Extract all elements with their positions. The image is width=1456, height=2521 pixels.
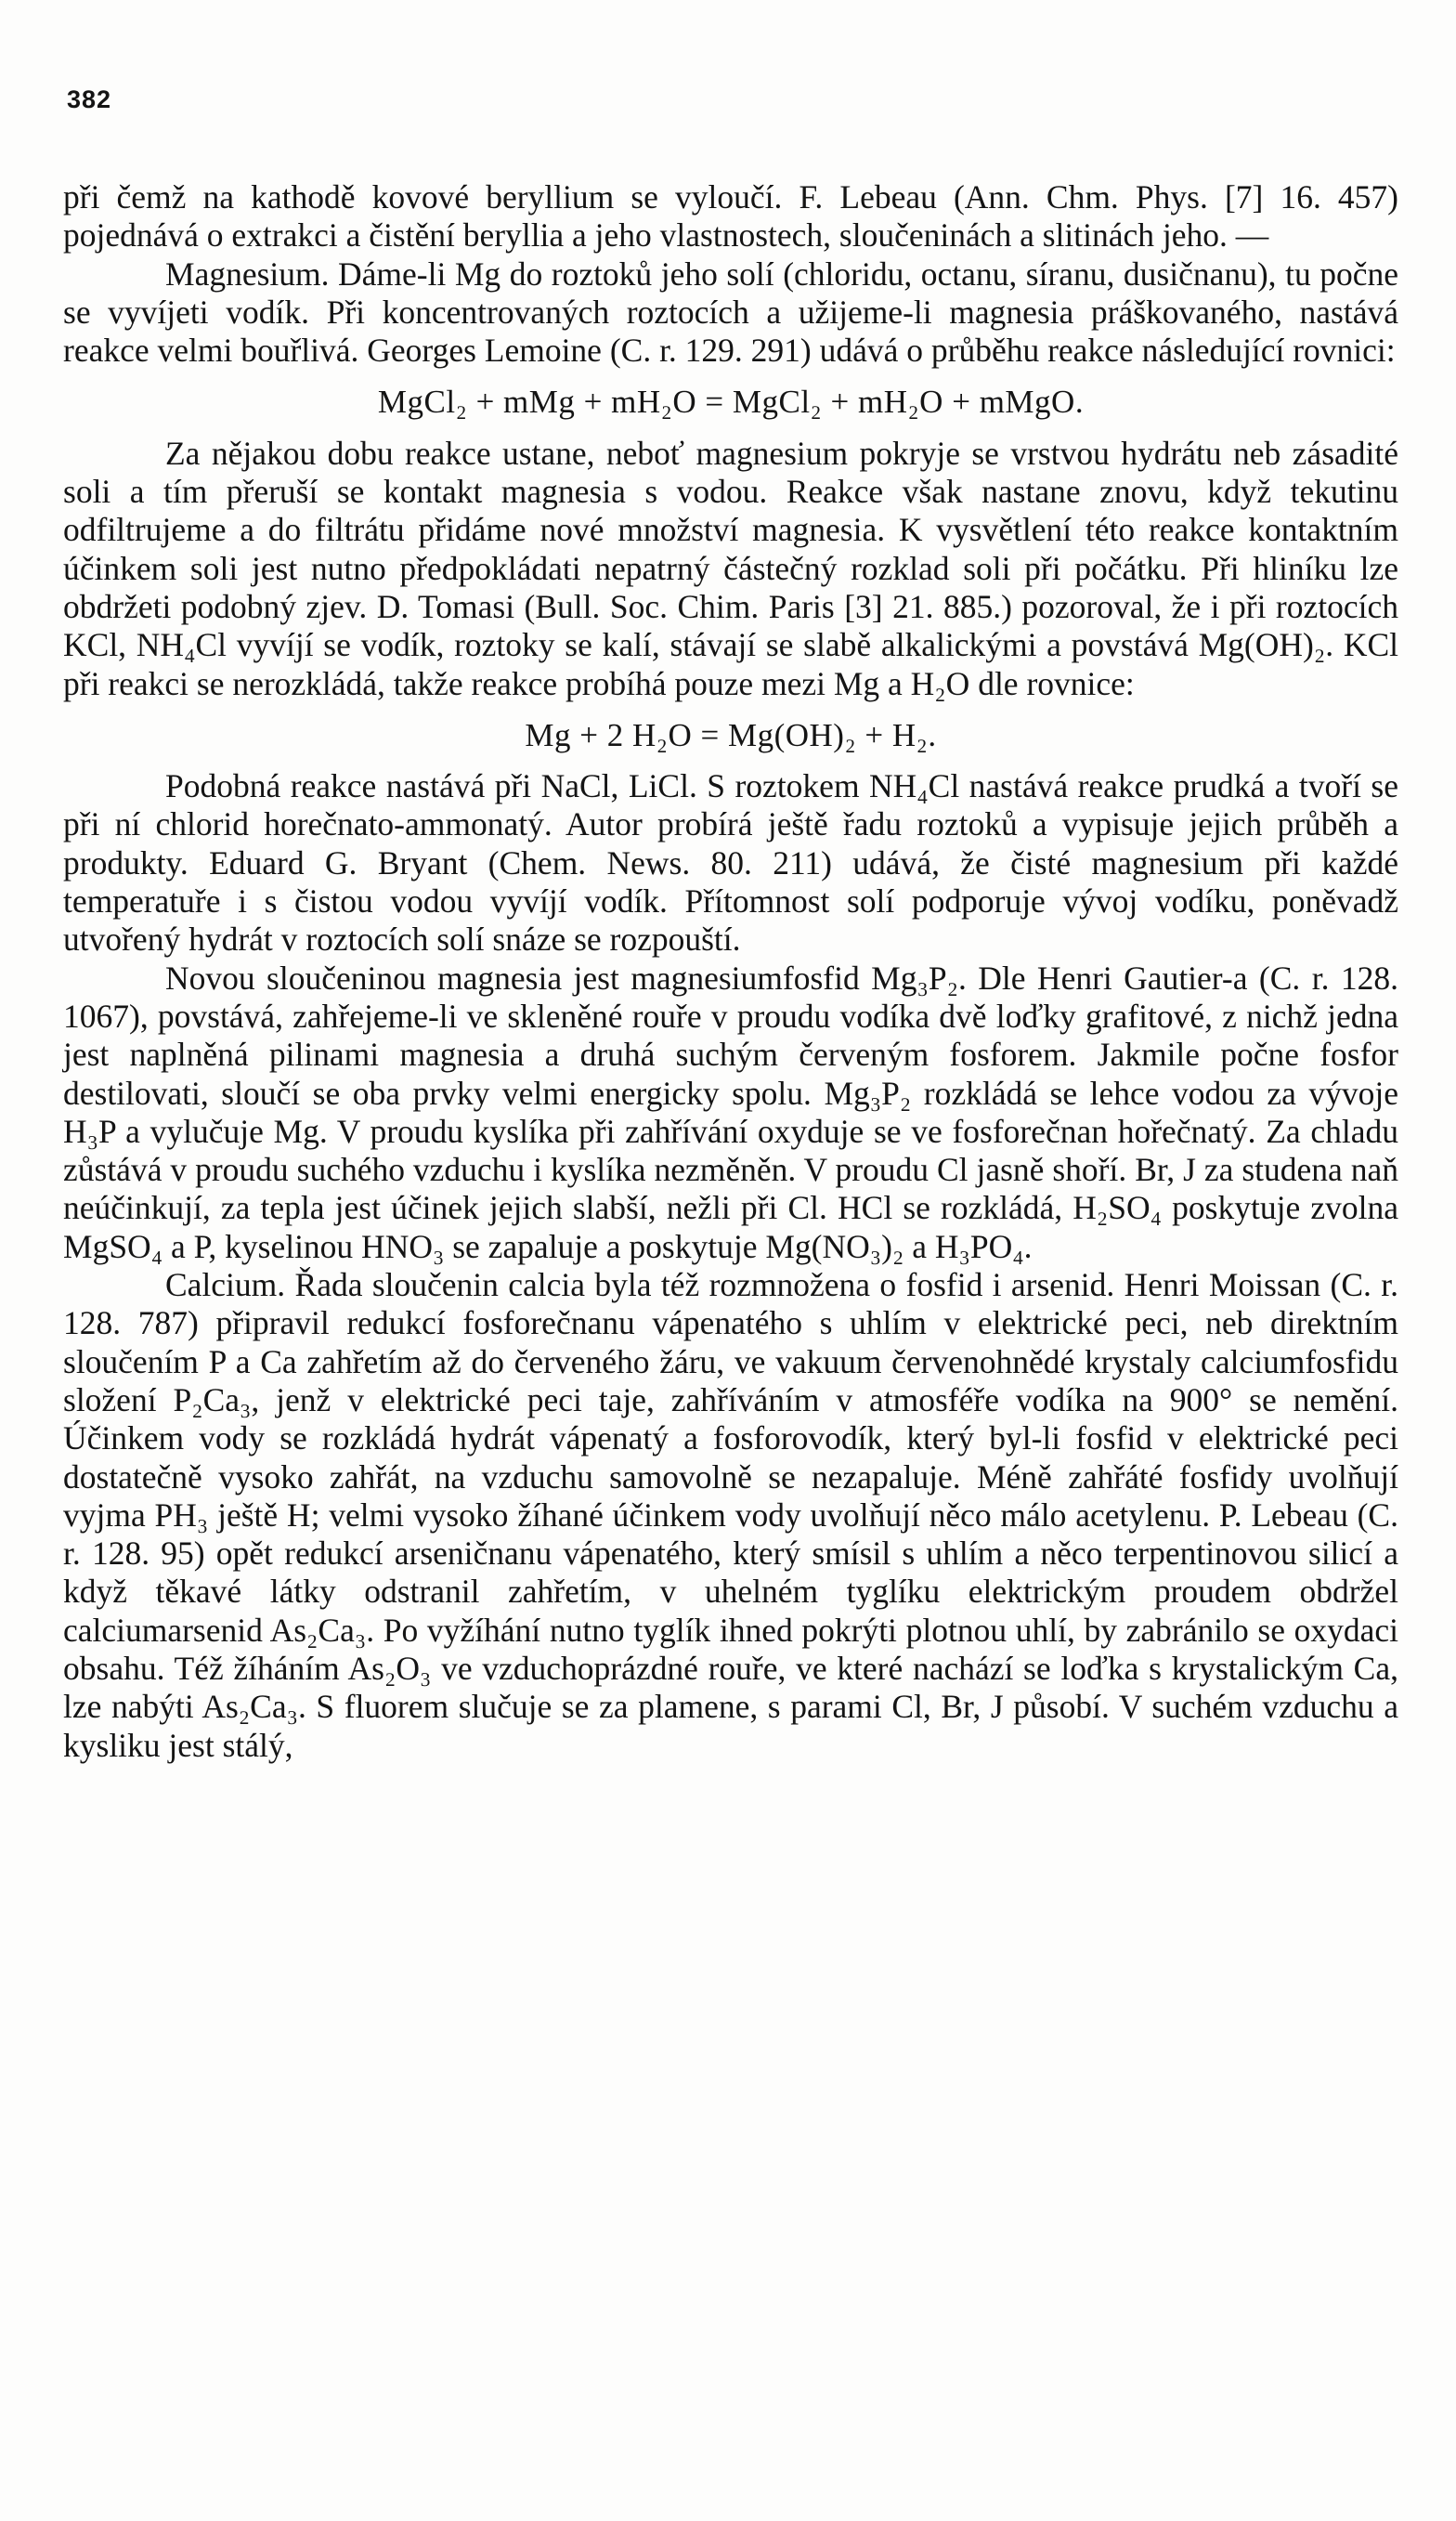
reaction-paragraph: Za nějakou dobu reakce ustane, neboť magnesium pokryje se vrstvou hydrátu neb zásadité soli a tím přeruší se kontakt magnesia s vodou. Reakce však nastane znovu, když tekutinu odfiltrujeme a do filtrátu přidáme nové množství magnesia. K vysvětlení této reakce kontaktním účinkem soli jest nutno předpokládati nepatrný částečný rozklad soli při počátku. Při hliníku lze obdržeti podobný zjev. D. Tomasi (Bull. Soc. Chim. Paris [3] 21. 885.) pozoroval, že i při roztocích KCl, NH₄Cl vyvíjí se vodík, roztoky se kalí, stávají se slabě alkalickými a povstává Mg(OH)₂. KCl při reakci se nerozkládá, takže reakce probíhá pouze mezi Mg a H₂O dle rovnice:	[63, 434, 1398, 702]
calcium-paragraph: Calcium. Řada sloučenin calcia byla též rozmnožena o fosfid i arsenid. Henri Moissan (C. r. 128. 787) připravil redukcí fosforečnanu vápenatého s uhlím v elektrické peci, neb direktním sloučením P a Ca zahřetím až do červeného žáru, ve vakuum červenohnědé krystaly calciumfosfidu složení P₂Ca₃, jenž v elektrické peci taje, zahříváním v atmosféře vodíka na 900° se nemění. Účinkem vody se rozkládá hydrát vápenatý a fosforovodík, který byl-li fosfid v elektrické peci dostatečně vysoko zahřát, na vzduchu samovolně se nezapaluje. Méně zahřáté fosfidy uvolňují vyjma PH₃ ještě H; velmi vysoko žíhané účinkem vody uvolňují něco málo acetylenu. P. Lebeau (C. r. 128. 95) opět redukcí arseničnanu vápenatého, který smísil s uhlím a něco terpentinovou silicí a když těkavé látky odstranil zahřetím, v uhelném tyglíku elektrickým proudem obdržel calciumarsenid As₂Ca₃. Po vyžíhání nutno tyglík ihned pokrýti plotnou uhlí, by zabránilo se oxydaci obsahu. Též žíháním As₂O₃ ve vzduchoprázdné rouře, ve které nachází se loďka s krystalickým Ca, lze nabýti As₂Ca₃. S fluorem slučuje se za plamene, s parami Cl, Br, J působí. V suchém vzduchu a kysliku jest stálý,	[63, 1266, 1398, 1764]
page-text	[63, 178, 1398, 1765]
equation-tomasi: Mg + 2 H₂O = Mg(OH)₂ + H₂.	[525, 716, 937, 753]
nacl-paragraph: Podobná reakce nastává při NaCl, LiCl. S roztokem NH₄Cl nastává reakce prudká a tvoří se při ní chlorid horečnato-ammonatý. Autor probírá ještě řadu roztoků a vypisuje jejich průběh a produkty. Eduard G. Bryant (Chem. News. 80. 211) udává, že čisté magnesium při každé temperatuře i s čistou vodou vyvíjí vodík. Přítomnost solí podporuje vývoj vodíku, poněvadž utvořený hydrát v roztocích solí snáze se rozpouští.	[63, 767, 1398, 959]
intro-line-1: při čemž na kathodě kovové beryllium se vyloučí.	[63, 178, 783, 216]
intro-paragraph	[63, 178, 1398, 255]
magnesium-paragraph: Magnesium. Dáme-li Mg do roztoků jeho solí (chloridu, octanu, síranu, dusičnanu), tu počne se vyvíjeti vodík. Při koncentrovaných roztocích a užijeme-li magnesia práškovaného, nastává reakce velmi bouřlivá. Georges Lemoine (C. r. 129. 291) udává o průběhu reakce následující rovnici:	[63, 255, 1398, 370]
page-number: 382	[67, 85, 112, 113]
phosphide-paragraph: Novou sloučeninou magnesia jest magnesiumfosfid Mg₃P₂. Dle Henri Gautier-a (C. r. 128. 1067), povstává, zahřejeme-li ve skleněné rouře v proudu vodíka dvě loďky grafitové, z nichž jedna jest naplněná pilinami magnesia a druhá suchým červeným fosforem. Jakmile počne fosfor destilovati, sloučí se oba prvky velmi energicky spolu. Mg₃P₂ rozkládá se lehce vodou za vývoje H₃P a vylučuje Mg. V proudu kyslíka při zahřívání oxyduje se ve fosforečnan hořečnatý. Za chladu zůstává v proudu suchého vzduchu i kyslíka nezměněn. V proudu Cl jasně shoří. Br, J za studena naň neúčinkují, za tepla jest účinek jejich slabší, nežli při Cl. HCl se rozkládá, H₂SO₄ poskytuje zvolna MgSO₄ a P, kyselinou HNO₃ se zapaluje a poskytuje Mg(NO₃)₂ a H₃PO₄.	[63, 959, 1398, 1265]
intro-line-2: F. Lebeau (Ann. Chm. Phys. [7] 16. 457) pojednává o extrakci a čistění beryllia a jeho vlastnostech, sloučeninách a slitinách jeho. —	[63, 178, 1398, 255]
equation-lemoine: MgCl₂ + mMg + mH₂O = MgCl₂ + mH₂O + mMgO.	[377, 384, 1085, 421]
